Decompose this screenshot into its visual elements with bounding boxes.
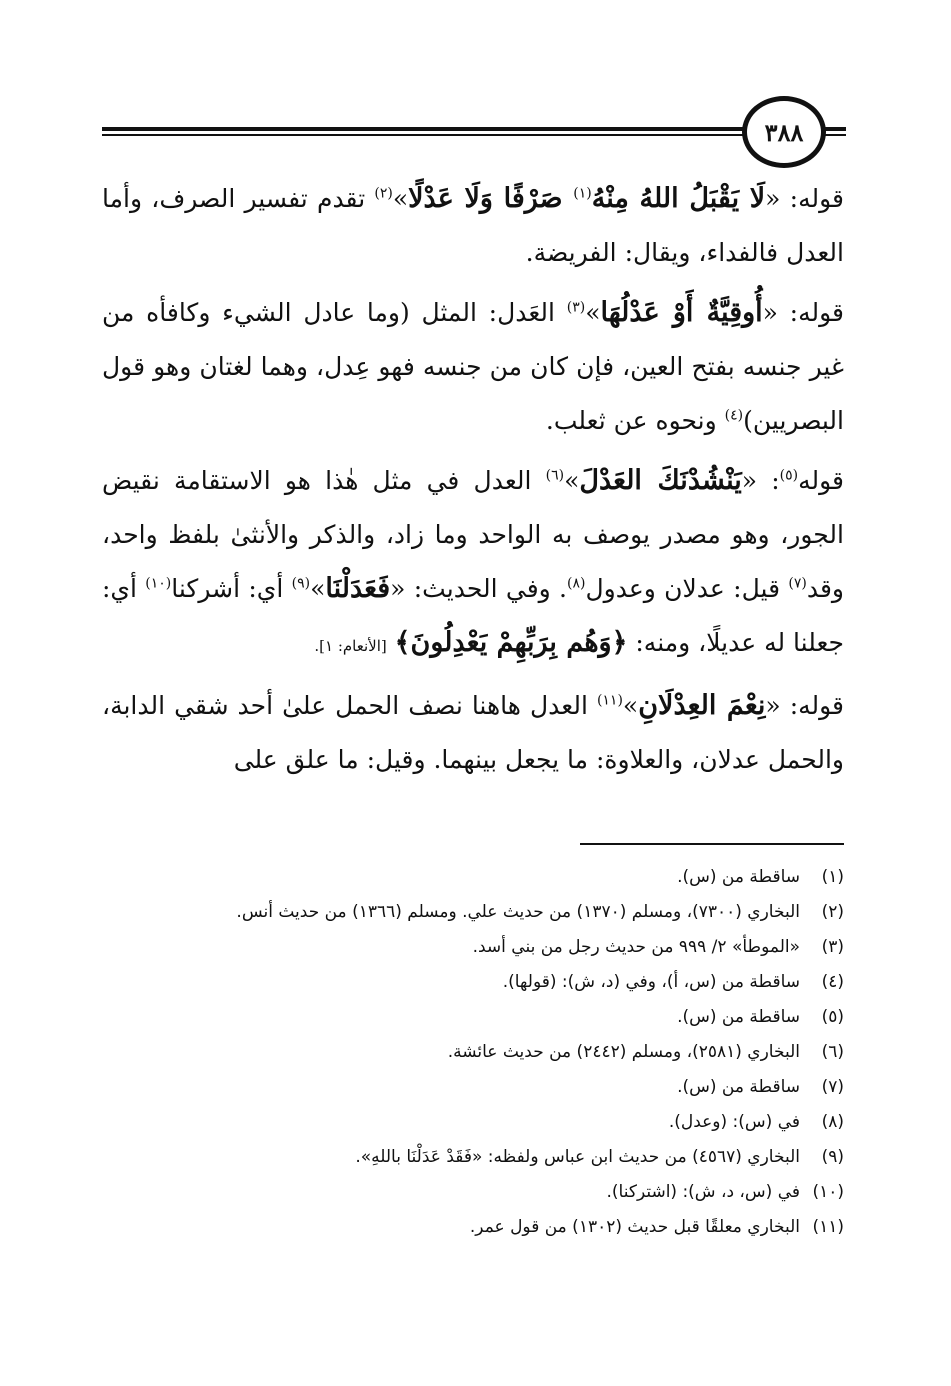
- text-run: [387, 628, 395, 657]
- paragraph: [102, 286, 844, 448]
- footnote-text: في (س): (وعدل).: [668, 1112, 800, 1132]
- footnote-text: البخاري (٢٥٨١)، ومسلم (٢٤٤٢) من حديث عائشة.: [447, 1042, 800, 1062]
- text-run: قوله: [798, 466, 844, 495]
- text-run: »: [564, 466, 580, 495]
- footnote: [102, 1035, 844, 1070]
- paragraph: [102, 679, 844, 787]
- footnote: [102, 965, 844, 1000]
- hadith-phrase: فَعَدَلْنَا: [325, 573, 391, 604]
- footnote-ref: (٢): [374, 185, 393, 202]
- footnote-number: (٩): [821, 1147, 844, 1167]
- footnote-text: البخاري معلقًا قبل حديث (١٣٠٢) من قول عمر.: [469, 1217, 800, 1237]
- text-run: أي: جعلنا له عديلًا، ومنه:: [102, 574, 844, 657]
- text-run: : «: [741, 466, 780, 495]
- footnote-number: (٣): [821, 937, 844, 957]
- footnote-separator: [580, 843, 844, 845]
- footnote-text: في (س، د، ش): (اشتركنا).: [606, 1182, 800, 1202]
- footnote-text: ساقطة من (س، أ)، وفي (د، ش): (قولها).: [502, 972, 800, 992]
- text-run: قوله: «: [765, 691, 845, 720]
- main-text: [102, 172, 844, 793]
- footnote-number: (٤): [821, 972, 844, 992]
- footnote-text: ساقطة من (س).: [677, 1007, 800, 1027]
- footnote-text: ساقطة من (س).: [677, 867, 800, 887]
- text-run: قوله: «: [762, 298, 844, 327]
- footnote-number: (٢): [821, 902, 844, 922]
- footnote-ref: (٥): [779, 467, 799, 484]
- footnote-number: (٦): [821, 1042, 844, 1062]
- text-run: العَدل: المثل (وما عادل الشيء وكافأه من غير جنسه بفتح العين، فإن كان من جنسه فهو عِدل، وهما لغتان وهو قول البصريين): [102, 298, 844, 435]
- footnote-ref: (٦): [545, 467, 565, 484]
- footnote: [102, 860, 844, 895]
- footnote: [102, 1070, 844, 1105]
- hadith-phrase: نِعْمَ العِدْلَانِ: [638, 690, 766, 721]
- footnote-ref: (١١): [596, 692, 623, 709]
- footnote: [102, 1105, 844, 1140]
- footnote-number: (١): [821, 867, 844, 887]
- footnote: [102, 1000, 844, 1035]
- header-rule-thick: [102, 127, 762, 131]
- text-run: العدل هاهنا نصف الحمل علىٰ أحد شقي الدابة، والحمل عدلان، والعلاوة: ما يجعل بينهما. وقيل: ما علق على: [102, 691, 844, 774]
- footnote-ref: (٧): [788, 575, 807, 592]
- paragraph: [102, 454, 844, 673]
- text-run: . وفي الحديث: «: [390, 574, 568, 603]
- header-rule-thin: [102, 134, 762, 136]
- footnote-ref: (٨): [567, 575, 586, 592]
- footnote-text: البخاري (٧٣٠٠)، ومسلم (١٣٧٠) من حديث علي. ومسلم (١٣٦٦) من حديث أنس.: [236, 902, 800, 922]
- text-run: أي: أشركنا: [171, 574, 292, 603]
- footnote-ref: (٣): [566, 299, 586, 316]
- footnote-text: «الموطأ» ٢/ ٩٩٩ من حديث رجل من بني أسد.: [472, 937, 800, 957]
- footnote-number: (٨): [821, 1112, 844, 1132]
- footnote: [102, 895, 844, 930]
- footnote-ref: (١٠): [145, 575, 172, 592]
- page-number: ٣٨٨: [742, 96, 826, 168]
- paragraph: [102, 172, 844, 280]
- footnote: [102, 1210, 844, 1245]
- footnote: [102, 1140, 844, 1175]
- text-run: ونحوه عن ثعلب.: [545, 406, 725, 435]
- text-run: »: [622, 691, 639, 720]
- footnote-text: ساقطة من (س).: [677, 1077, 800, 1097]
- footnote-number: (٧): [821, 1077, 844, 1097]
- footnote: [102, 930, 844, 965]
- hadith-phrase: أُوقِيَّةٌ أَوْ عَدْلُهَا: [600, 297, 763, 328]
- text-run: »: [585, 298, 601, 327]
- text-run: »: [392, 184, 409, 213]
- footnote-number: (١١): [812, 1217, 844, 1237]
- footnote-number: (١٠): [812, 1182, 844, 1202]
- footnote-number: (٥): [821, 1007, 844, 1027]
- footnote-ref: (٤): [724, 407, 744, 424]
- hadith-phrase: لَا يَقْبَلُ اللهُ مِنْهُ: [591, 183, 766, 214]
- text-run: قوله: «: [765, 184, 844, 213]
- hadith-phrase: صَرْفًا وَلَا عَدْلًا: [408, 183, 574, 214]
- footnote-text: البخاري (٤٥٦٧) من حديث ابن عباس ولفظه: «فَقَدْ عَدَلْنَا باللهِ».: [355, 1147, 800, 1167]
- quran-reference: [الأنعام: ١].: [314, 637, 387, 655]
- text-run: تقدم تفسير الصرف، وأما العدل فالفداء، ويقال: الفريضة.: [102, 184, 844, 267]
- footnote-ref: (٩): [291, 575, 311, 592]
- text-run: قيل: عدلان وعدول: [585, 574, 789, 603]
- footnotes: [102, 860, 844, 1245]
- hadith-phrase: ﴿وَهُم بِرَبِّهِمْ يَعْدِلُونَ﴾: [394, 627, 628, 658]
- hadith-phrase: يَنْشُدْنَكَ العَدْلَ: [579, 465, 742, 496]
- text-run: »: [310, 574, 326, 603]
- footnote-ref: (١): [573, 185, 592, 202]
- footnote: [102, 1175, 844, 1210]
- text-run: العدل في مثل هٰذا هو الاستقامة نقيض الجور، وهو مصدر يوصف به الواحد وما زاد، والذكر والأنثىٰ بلفظ واحد، وقد: [102, 466, 844, 603]
